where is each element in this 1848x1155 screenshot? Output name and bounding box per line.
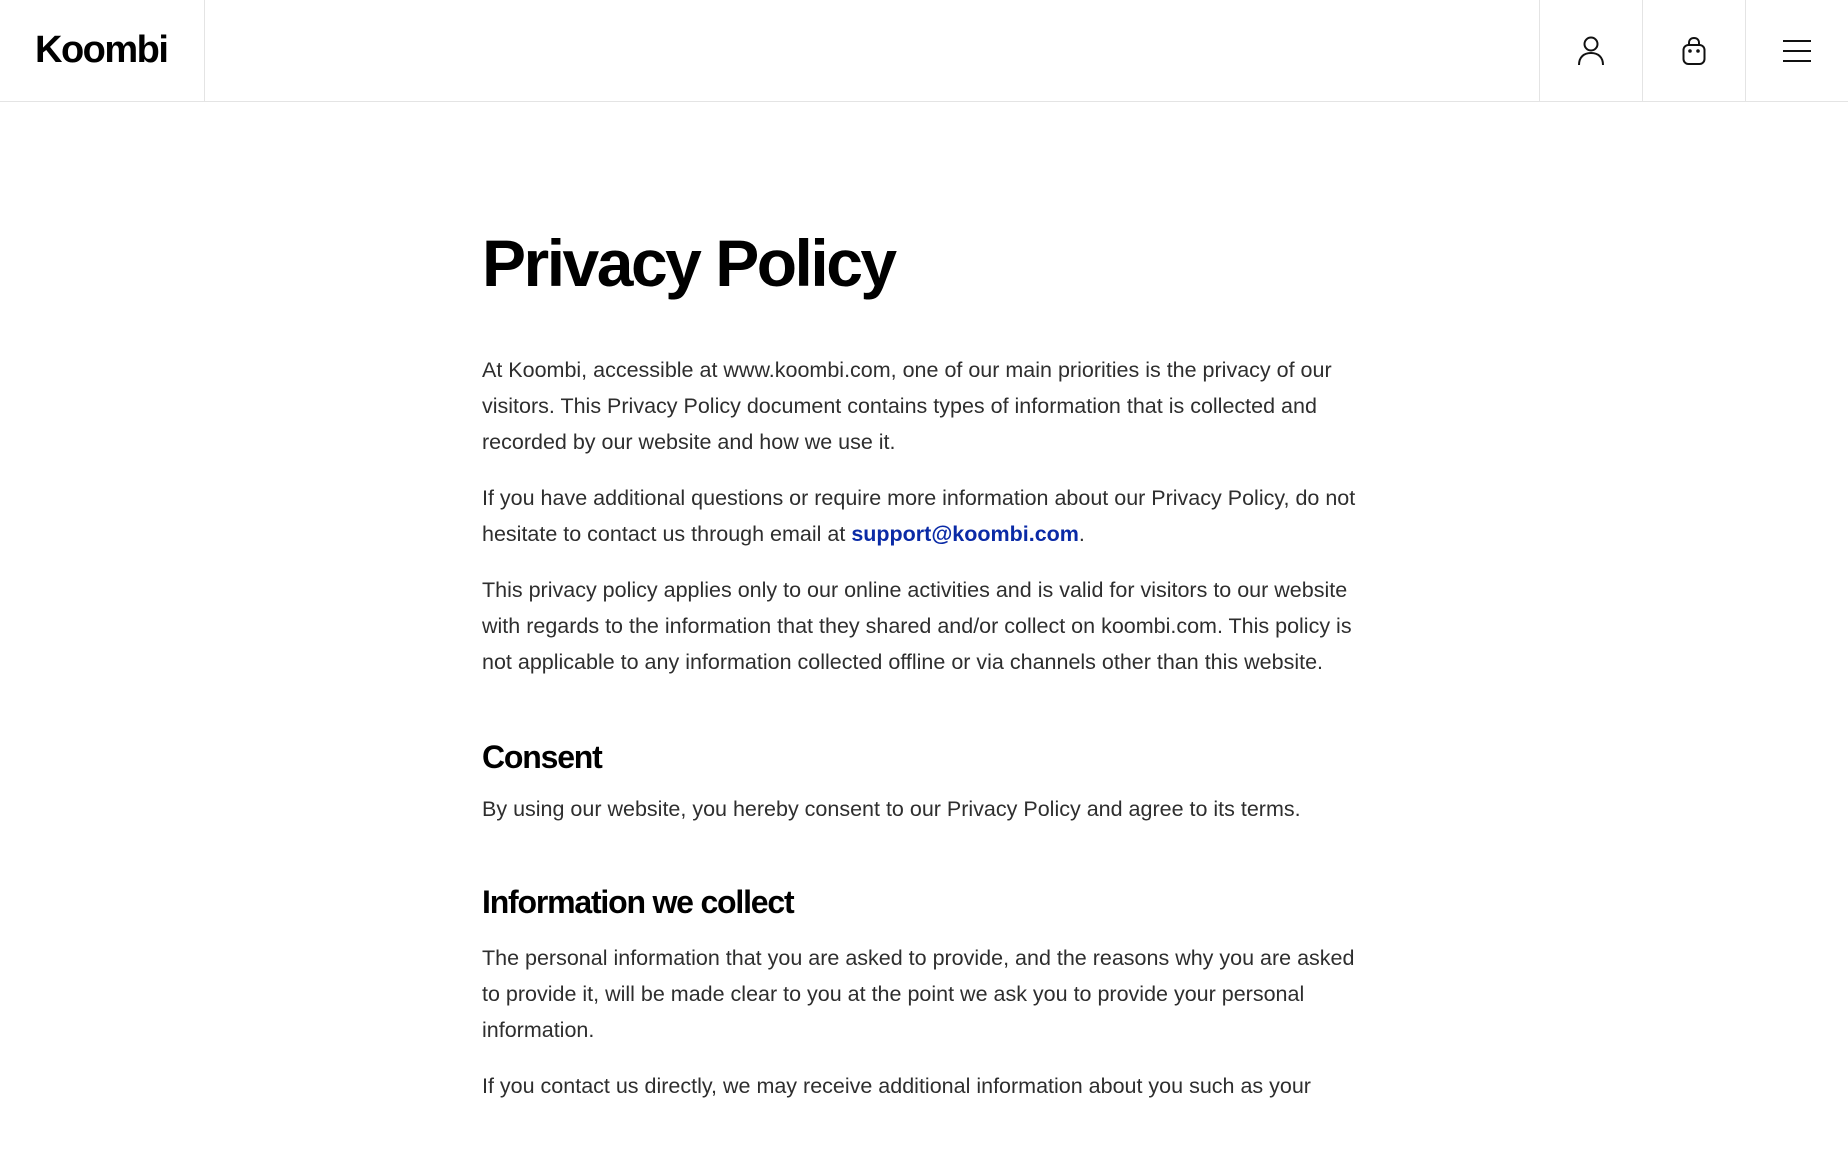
intro-paragraph-1: At Koombi, accessible at www.koombi.com, one of our main priorities is the privacy of our visitors. This Privacy Policy document contains types of information that is collected and recorded by our website and how we use it.	[482, 358, 1332, 454]
intro-paragraph-3: This privacy policy applies only to our online activities and is valid for visitors to our website with regards to the information that they shared and/or collect on koombi.com. This policy is not applicable to any information collected offline or via channels other than this website.	[482, 578, 1352, 674]
shopping-bag-icon	[1680, 35, 1708, 67]
contact-text: If you have additional questions or require more information about our Privacy Policy, do not hesitate to contact us through email at	[482, 486, 1356, 546]
account-button[interactable]	[1539, 0, 1642, 101]
contact-text-end: .	[1078, 522, 1085, 546]
policy-content	[482, 226, 1362, 1124]
logo[interactable]: Koombi	[35, 29, 168, 71]
user-icon	[1576, 35, 1606, 67]
cart-button[interactable]	[1642, 0, 1745, 101]
menu-button[interactable]	[1745, 0, 1848, 101]
header-spacer	[205, 0, 1539, 101]
information-collect-heading: Information we collect	[482, 884, 794, 921]
logo-cell[interactable]	[0, 0, 205, 101]
collect-paragraph-2: If you contact us directly, we may receive additional information about you such as your	[482, 1074, 1311, 1099]
collect-paragraph-1: The personal information that you are asked to provide, and the reasons why you are asked to provide it, will be made clear to you at the point we ask you to provide your personal information.	[482, 946, 1355, 1043]
hamburger-menu-icon	[1782, 38, 1812, 64]
consent-heading: Consent	[482, 739, 602, 775]
consent-paragraph: By using our website, you hereby consent to our Privacy Policy and agree to its terms.	[482, 797, 1301, 822]
support-email-link[interactable]: support@koombi.com	[851, 522, 1079, 546]
intro-paragraph-2	[482, 480, 1362, 552]
page-title: Privacy Policy	[482, 226, 895, 300]
site-header	[0, 0, 1848, 102]
